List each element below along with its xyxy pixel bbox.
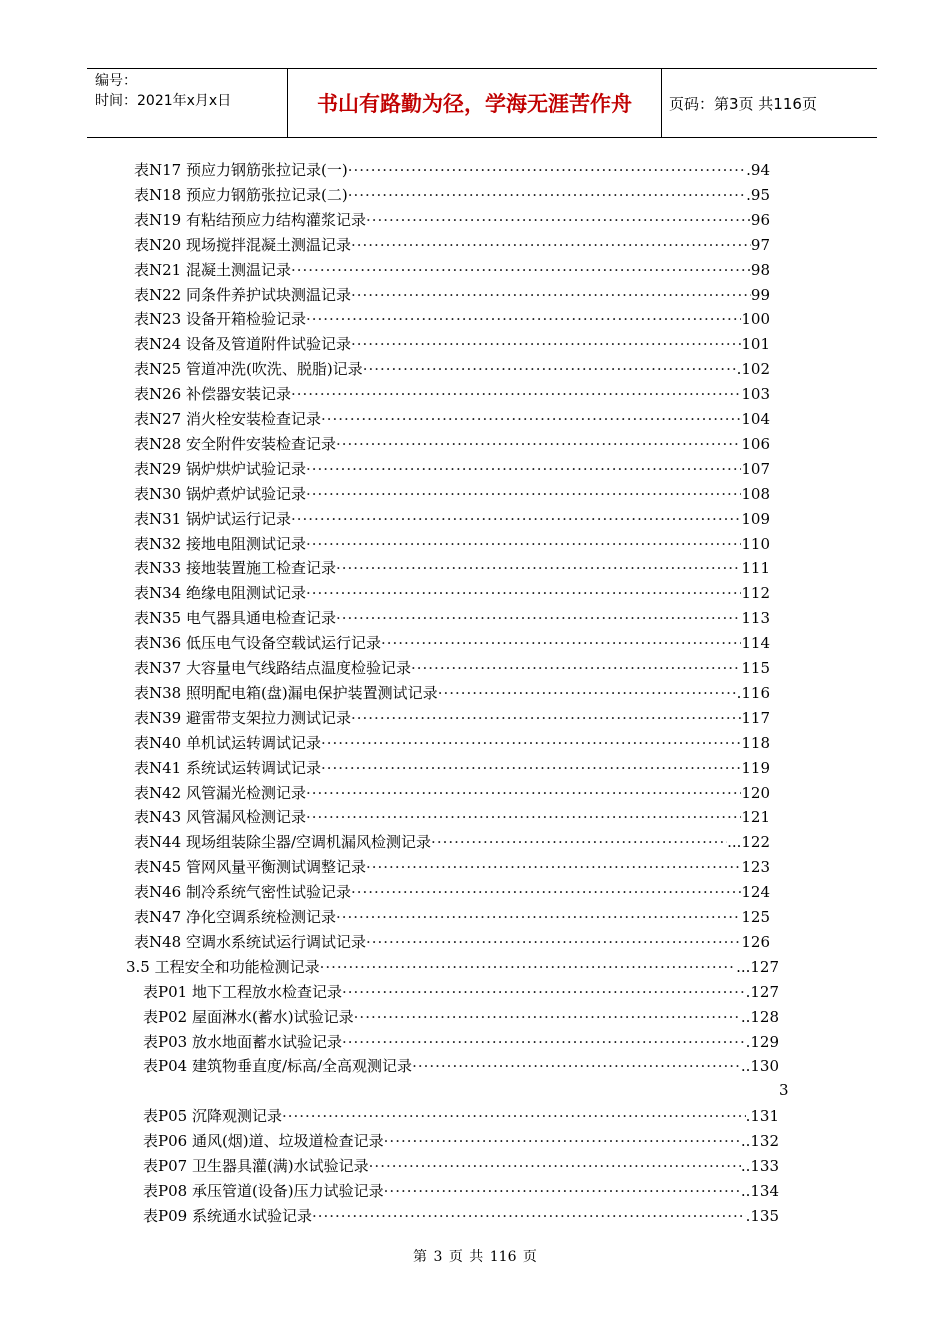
- toc-entry-title: 表N33 接地装置施工检查记录: [134, 559, 336, 578]
- dot-leader: [351, 706, 741, 731]
- toc-entry-title: 表N42 风管漏光检测记录: [134, 783, 306, 802]
- toc-entry-page: .129: [745, 1032, 779, 1051]
- toc-entry-page: 113: [741, 609, 770, 628]
- dot-leader: [320, 955, 736, 980]
- toc-entry-title: 表N43 风管漏风检测记录: [134, 808, 306, 827]
- dot-leader: [291, 507, 741, 532]
- toc-entry-page: 117: [741, 708, 770, 727]
- toc-entry[interactable]: [143, 1154, 779, 1179]
- dot-leader: [412, 1054, 741, 1079]
- toc-entry[interactable]: [134, 830, 770, 855]
- toc-entry-title: 表N38 照明配电箱(盘)漏电保护装置测试记录: [134, 683, 438, 702]
- toc-entry[interactable]: [143, 980, 779, 1005]
- toc-entry[interactable]: [134, 930, 770, 955]
- toc-entry-page: 121: [741, 808, 770, 827]
- toc-entry[interactable]: [134, 158, 770, 183]
- dot-leader: [342, 1030, 746, 1055]
- toc-entry-page: 103: [741, 385, 770, 404]
- toc-entry[interactable]: [134, 556, 770, 581]
- toc-entry[interactable]: [143, 1030, 779, 1055]
- toc-entry-title: 表P04 建筑物垂直度/标高/全高观测记录: [143, 1057, 413, 1076]
- toc-entry-page: .95: [746, 185, 770, 204]
- dot-leader: [321, 731, 741, 756]
- toc-entry-title: 表P01 地下工程放水检查记录: [143, 982, 342, 1001]
- toc-entry-page: 98: [750, 260, 770, 279]
- toc-entry[interactable]: [134, 407, 770, 432]
- dot-leader: [291, 382, 741, 407]
- toc-entry[interactable]: [134, 581, 770, 606]
- toc-entry-title: 表N40 单机试运转调试记录: [134, 733, 321, 752]
- toc-entry-page: 118: [741, 733, 770, 752]
- toc-entry-page: 97: [750, 235, 770, 254]
- toc-entry[interactable]: [134, 307, 770, 332]
- toc-entry-page: 108: [741, 484, 770, 503]
- header-divider: [661, 69, 662, 137]
- toc-entry-page: 114: [741, 634, 770, 653]
- dot-leader: [336, 606, 741, 631]
- toc-entry-page: 119: [741, 758, 770, 777]
- toc-entry-page: .131: [745, 1107, 779, 1126]
- toc-entry[interactable]: [134, 233, 770, 258]
- dot-leader: [282, 1104, 746, 1129]
- header-page-info: 页码：第3页 共116页: [669, 94, 817, 113]
- dot-leader: [411, 656, 741, 681]
- toc-entry-title: 表N21 混凝土测温记录: [134, 260, 291, 279]
- toc-entry[interactable]: [134, 507, 770, 532]
- toc-entry-page: .116: [736, 683, 770, 702]
- doc-number: 编号：: [95, 73, 137, 89]
- toc-entry-page: 101: [741, 335, 770, 354]
- toc-entry-title: 表N22 同条件养护试块测温记录: [134, 285, 351, 304]
- toc-entry-page: ..133: [740, 1157, 779, 1175]
- toc-entry-title: 表N46 制冷系统气密性试验记录: [134, 883, 351, 902]
- toc-entry-title: 表N39 避雷带支架拉力测试记录: [134, 708, 351, 727]
- toc-entry[interactable]: [134, 731, 770, 756]
- dot-leader: [431, 830, 727, 855]
- toc-entry-page: 115: [741, 659, 770, 677]
- toc-entry-title: 表N37 大容量电气线路结点温度检验记录: [134, 659, 411, 677]
- toc-entry-title: 表N29 锅炉烘炉试验记录: [134, 459, 306, 478]
- dot-leader: [366, 855, 741, 880]
- toc-entry-page: ...127: [736, 957, 779, 976]
- toc-entry[interactable]: [134, 781, 770, 806]
- toc-entry-title: 表N25 管道冲洗(吹洗、脱脂)记录: [134, 360, 363, 379]
- toc-entry-title: 表N41 系统试运转调试记录: [134, 758, 321, 777]
- dot-leader: [348, 158, 746, 183]
- dot-leader: [351, 332, 741, 357]
- dot-leader: [306, 581, 741, 606]
- dot-leader: [363, 357, 737, 382]
- toc-entry-title: 表N26 补偿器安装记录: [134, 385, 291, 404]
- toc-entry-page: 111: [741, 559, 770, 578]
- toc-entry-title: 表N35 电气器具通电检查记录: [134, 609, 336, 628]
- toc-entry-title: 表N44 现场组装除尘器/空调机漏风检测记录: [134, 833, 432, 852]
- toc-entry[interactable]: [134, 656, 770, 681]
- header-meta: [95, 71, 285, 111]
- toc-entry[interactable]: [134, 183, 770, 208]
- toc-entry-title: 表P06 通风(烟)道、垃圾道检查记录: [143, 1132, 384, 1151]
- toc-entry[interactable]: [134, 382, 770, 407]
- toc-entry-title: 表N30 锅炉煮炉试验记录: [134, 484, 306, 503]
- toc-entry[interactable]: [134, 332, 770, 357]
- toc-entry-page: 106: [741, 434, 770, 453]
- toc-entry-page: 125: [741, 908, 770, 926]
- toc-entry[interactable]: [134, 631, 770, 656]
- toc-entry-page: .135: [745, 1206, 779, 1225]
- toc-entry-page: ..134: [740, 1181, 779, 1200]
- toc-entry-title: 表N18 预应力钢筋张拉记录(二): [134, 185, 348, 204]
- toc-entry[interactable]: [134, 357, 770, 382]
- toc-entry-title: 表P09 系统通水试验记录: [143, 1206, 312, 1225]
- toc-entry[interactable]: [126, 955, 779, 980]
- toc-entry-title: 表P07 卫生器具灌(满)水试验记录: [143, 1157, 369, 1175]
- toc-entry-title: 表P08 承压管道(设备)压力试验记录: [143, 1181, 384, 1200]
- toc-entry-title: 3.5 工程安全和功能检测记录: [126, 957, 320, 976]
- dot-leader: [384, 1179, 741, 1204]
- toc-entry[interactable]: [134, 855, 770, 880]
- page-footer: 第 3 页 共 116 页: [413, 1249, 537, 1265]
- dot-leader: [366, 208, 751, 233]
- page-number: 3: [779, 1081, 789, 1099]
- dot-leader: [351, 233, 751, 258]
- dot-leader: [306, 307, 741, 332]
- toc-entry-page: 96: [750, 210, 770, 229]
- toc-entry[interactable]: [134, 208, 770, 233]
- toc-entry-title: 表P05 沉降观测记录: [143, 1107, 282, 1126]
- toc-entry-page: ...122: [727, 833, 770, 852]
- toc-entry-title: 表N45 管网风量平衡测试调整记录: [134, 858, 366, 877]
- dot-leader: [336, 905, 741, 930]
- toc-entry[interactable]: [134, 457, 770, 482]
- dot-leader: [306, 532, 741, 557]
- toc-entry-title: 表N36 低压电气设备空载试运行记录: [134, 634, 381, 653]
- toc-entry-title: 表N20 现场搅拌混凝土测温记录: [134, 235, 351, 254]
- doc-date: 时间：2021年x月x日: [95, 93, 232, 109]
- dot-leader: [291, 258, 751, 283]
- dot-leader: [381, 631, 741, 656]
- toc-entry-title: 表N24 设备及管道附件试验记录: [134, 335, 351, 354]
- toc-entry[interactable]: [143, 1129, 779, 1154]
- toc-entry[interactable]: [134, 681, 770, 706]
- toc-entry[interactable]: [134, 532, 770, 557]
- dot-leader: [351, 880, 741, 905]
- dot-leader: [366, 930, 741, 955]
- toc-entry-page: 126: [741, 932, 770, 951]
- dot-leader: [348, 183, 746, 208]
- dot-leader: [351, 283, 751, 308]
- toc-entry-page: 109: [741, 509, 770, 528]
- toc-entry[interactable]: [134, 805, 770, 830]
- toc-entry-title: 表N27 消火栓安装检查记录: [134, 410, 321, 428]
- toc-entry[interactable]: [134, 482, 770, 507]
- toc-entry[interactable]: [134, 258, 770, 283]
- toc-entry[interactable]: [143, 1204, 779, 1229]
- toc-entry-page: .102: [736, 360, 770, 379]
- toc-entry[interactable]: [134, 706, 770, 731]
- toc-entry-title: 表N48 空调水系统试运行调试记录: [134, 932, 366, 951]
- dot-leader: [321, 756, 741, 781]
- toc-entry-page: .127: [745, 982, 779, 1001]
- toc-entry-page: 123: [741, 858, 770, 877]
- toc-entry-page: ..130: [740, 1057, 779, 1076]
- toc-entry-page: ..132: [740, 1132, 779, 1151]
- toc-entry-page: .94: [746, 161, 770, 179]
- dot-leader: [438, 681, 737, 706]
- toc-entry-title: 表N28 安全附件安装检查记录: [134, 434, 336, 453]
- toc-entry[interactable]: [143, 1005, 779, 1030]
- toc-entry-title: 表N32 接地电阻测试记录: [134, 534, 306, 553]
- dot-leader: [369, 1154, 741, 1179]
- toc-entry-page: 124: [741, 883, 770, 902]
- toc-entry-title: 表N31 锅炉试运行记录: [134, 509, 291, 528]
- toc-entry[interactable]: [134, 905, 770, 930]
- toc-entry[interactable]: [134, 432, 770, 457]
- dot-leader: [336, 556, 741, 581]
- dot-leader: [306, 482, 741, 507]
- toc-entry[interactable]: [143, 1104, 779, 1129]
- toc-entry-page: 107: [741, 459, 770, 478]
- toc-entry-page: 99: [750, 285, 770, 304]
- toc-entry[interactable]: [134, 756, 770, 781]
- toc-entry-page: 104: [741, 410, 770, 428]
- toc-entry-page: 112: [741, 584, 770, 603]
- header-motto: 书山有路勤为径，学海无涯苦作舟: [317, 92, 632, 116]
- toc-entry[interactable]: [134, 606, 770, 631]
- toc-entry-title: 表N47 净化空调系统检测记录: [134, 908, 336, 926]
- toc-entry-title: 表P02 屋面淋水(蓄水)试验记录: [143, 1007, 354, 1026]
- dot-leader: [342, 980, 746, 1005]
- toc-entry[interactable]: [143, 1179, 779, 1204]
- dot-leader: [312, 1204, 746, 1229]
- dot-leader: [354, 1005, 741, 1030]
- toc-entry-page: 110: [741, 534, 770, 553]
- toc-entry[interactable]: [134, 880, 770, 905]
- dot-leader: [306, 805, 741, 830]
- toc-entry-title: 表N17 预应力钢筋张拉记录(一): [134, 161, 348, 179]
- toc-entry[interactable]: [134, 283, 770, 308]
- toc-entry-title: 表N23 设备开箱检验记录: [134, 310, 306, 329]
- toc-entry-page: 100: [741, 310, 770, 329]
- page-header: [87, 68, 877, 138]
- dot-leader: [306, 781, 741, 806]
- dot-leader: [321, 407, 741, 432]
- dot-leader: [384, 1129, 741, 1154]
- toc-entry-title: 表P03 放水地面蓄水试验记录: [143, 1032, 342, 1051]
- toc-entry-title: 表N19 有粘结预应力结构灌浆记录: [134, 210, 366, 229]
- dot-leader: [336, 432, 741, 457]
- dot-leader: [306, 457, 741, 482]
- toc-entry-page: 120: [741, 783, 770, 802]
- toc-entry-title: 表N34 绝缘电阻测试记录: [134, 584, 306, 603]
- toc-entry[interactable]: [143, 1054, 779, 1079]
- toc-entry-page: ..128: [740, 1007, 779, 1026]
